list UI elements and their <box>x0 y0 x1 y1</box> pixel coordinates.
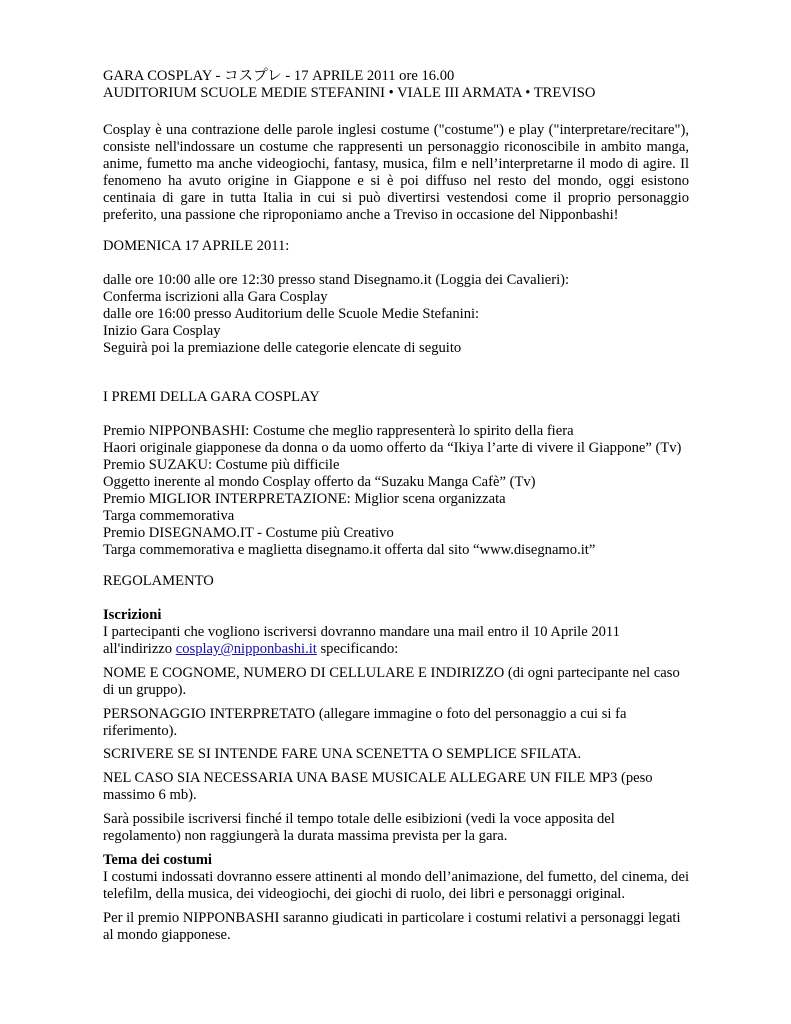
iscrizioni-item <box>103 665 689 699</box>
iscrizioni-line <box>103 641 689 658</box>
schedule-line: Seguirà poi la premiazione delle categorie elencate di seguito <box>103 340 462 356</box>
tema-section <box>103 852 689 903</box>
prize-line: Premio NIPPONBASHI: Costume che meglio rappresenterà lo spirito della fiera <box>103 423 574 439</box>
intro-paragraph <box>103 122 689 224</box>
iscrizioni-section <box>103 607 689 658</box>
tema-line: I costumi indossati dovranno essere attinenti al mondo dell’animazione, del fumetto, del cinema, dei <box>103 869 690 885</box>
prizes-heading-text: I PREMI DELLA GARA COSPLAY <box>103 389 320 405</box>
item-line: massimo 6 mb). <box>103 787 197 803</box>
intro-line: consiste nell'indossare un costume che rappresenti un personaggio riconoscibile in ambito manga, <box>103 139 689 155</box>
schedule-heading-text: DOMENICA 17 APRILE 2011: <box>103 238 290 254</box>
schedule-line: dalle ore 10:00 alle ore 12:30 presso stand Disegnamo.it (Loggia dei Cavalieri): <box>103 272 570 288</box>
email-suffix: specificando: <box>316 641 399 657</box>
rules-heading <box>103 573 689 590</box>
prize-line: Premio SUZAKU: Costume più difficile <box>103 457 340 473</box>
email-link[interactable]: cosplay@nipponbashi.it <box>175 641 317 657</box>
event-venue: AUDITORIUM SCUOLE MEDIE STEFANINI • VIALE III ARMATA • TREVISO <box>103 85 596 101</box>
tema-note <box>103 910 689 944</box>
tema-note-line: al mondo giapponese. <box>103 927 231 943</box>
email-prefix: all'indirizzo <box>103 641 176 657</box>
intro-line: Cosplay è una contrazione delle parole inglesi costume ("costume") e play ("interpretare/recitare"), <box>103 122 689 138</box>
prizes-list <box>103 423 689 559</box>
prizes-heading <box>103 389 689 406</box>
prize-line: Oggetto inerente al mondo Cosplay offerto da “Suzaku Manga Cafè” (Tv) <box>103 474 536 490</box>
prize-line: Premio DISEGNAMO.IT - Costume più Creativo <box>103 525 394 541</box>
prize-line: Haori originale giapponese da donna o da uomo offerto da “Ikiya l’arte di vivere il Giappone” (Tv) <box>103 440 682 456</box>
schedule-list <box>103 272 689 357</box>
iscrizioni-item <box>103 811 689 845</box>
item-line: NEL CASO SIA NECESSARIA UNA BASE MUSICALE ALLEGARE UN FILE MP3 (peso <box>103 770 653 786</box>
prize-line: Premio MIGLIOR INTERPRETAZIONE: Miglior scena organizzata <box>103 491 506 507</box>
tema-note-line: Per il premio NIPPONBASHI saranno giudicati in particolare i costumi relativi a personaggi legati <box>103 910 681 926</box>
intro-line: centinaia di gare in tutta Italia in cui si può divertirsi vestendosi come il proprio personaggio <box>103 190 689 206</box>
item-line: Sarà possibile iscriversi finché il tempo totale delle esibizioni (vedi la voce apposita del <box>103 811 615 827</box>
intro-line: preferito, una passione che riproponiamo anche a Treviso in occasione del Nipponbashi! <box>103 207 619 223</box>
iscrizioni-line: I partecipanti che vogliono iscriversi dovranno mandare una mail entro il 10 Aprile 2011 <box>103 624 620 640</box>
intro-line: fenomeno ha avuto origine in Giappone e si è poi diffuso nel resto del mondo, oggi esistono <box>103 173 689 189</box>
item-line: regolamento) non raggiungerà la durata massima prevista per la gara. <box>103 828 508 844</box>
item-line: riferimento). <box>103 723 178 739</box>
intro-line: anime, fumetto ma anche videogiochi, fantasy, musica, film e nell’interpretarne il modo di agire. Il <box>103 156 689 172</box>
schedule-line: Inizio Gara Cosplay <box>103 323 221 339</box>
iscrizioni-item <box>103 770 689 804</box>
schedule-line: Conferma iscrizioni alla Gara Cosplay <box>103 289 328 305</box>
prize-line: Targa commemorativa <box>103 508 235 524</box>
iscrizioni-item <box>103 706 689 740</box>
item-line: NOME E COGNOME, NUMERO DI CELLULARE E INDIRIZZO (di ogni partecipante nel caso <box>103 665 680 681</box>
iscrizioni-item <box>103 746 689 763</box>
iscrizioni-title: Iscrizioni <box>103 607 162 623</box>
event-header <box>103 68 689 102</box>
rules-heading-text: REGOLAMENTO <box>103 573 214 589</box>
item-line: SCRIVERE SE SI INTENDE FARE UNA SCENETTA O SEMPLICE SFILATA. <box>103 746 582 762</box>
event-title: GARA COSPLAY - コスプレ - 17 APRILE 2011 ore 16.00 <box>103 68 455 84</box>
tema-title: Tema dei costumi <box>103 852 212 868</box>
item-line: PERSONAGGIO INTERPRETATO (allegare immagine o foto del personaggio a cui si fa <box>103 706 627 722</box>
prize-line: Targa commemorativa e maglietta disegnamo.it offerta dal sito “www.disegnamo.it” <box>103 542 596 558</box>
schedule-line: dalle ore 16:00 presso Auditorium delle Scuole Medie Stefanini: <box>103 306 480 322</box>
schedule-heading <box>103 238 689 255</box>
item-line: di un gruppo). <box>103 682 187 698</box>
tema-line: telefilm, della musica, dei videogiochi, dei giochi di ruolo, dei libri e personaggi original. <box>103 886 625 902</box>
